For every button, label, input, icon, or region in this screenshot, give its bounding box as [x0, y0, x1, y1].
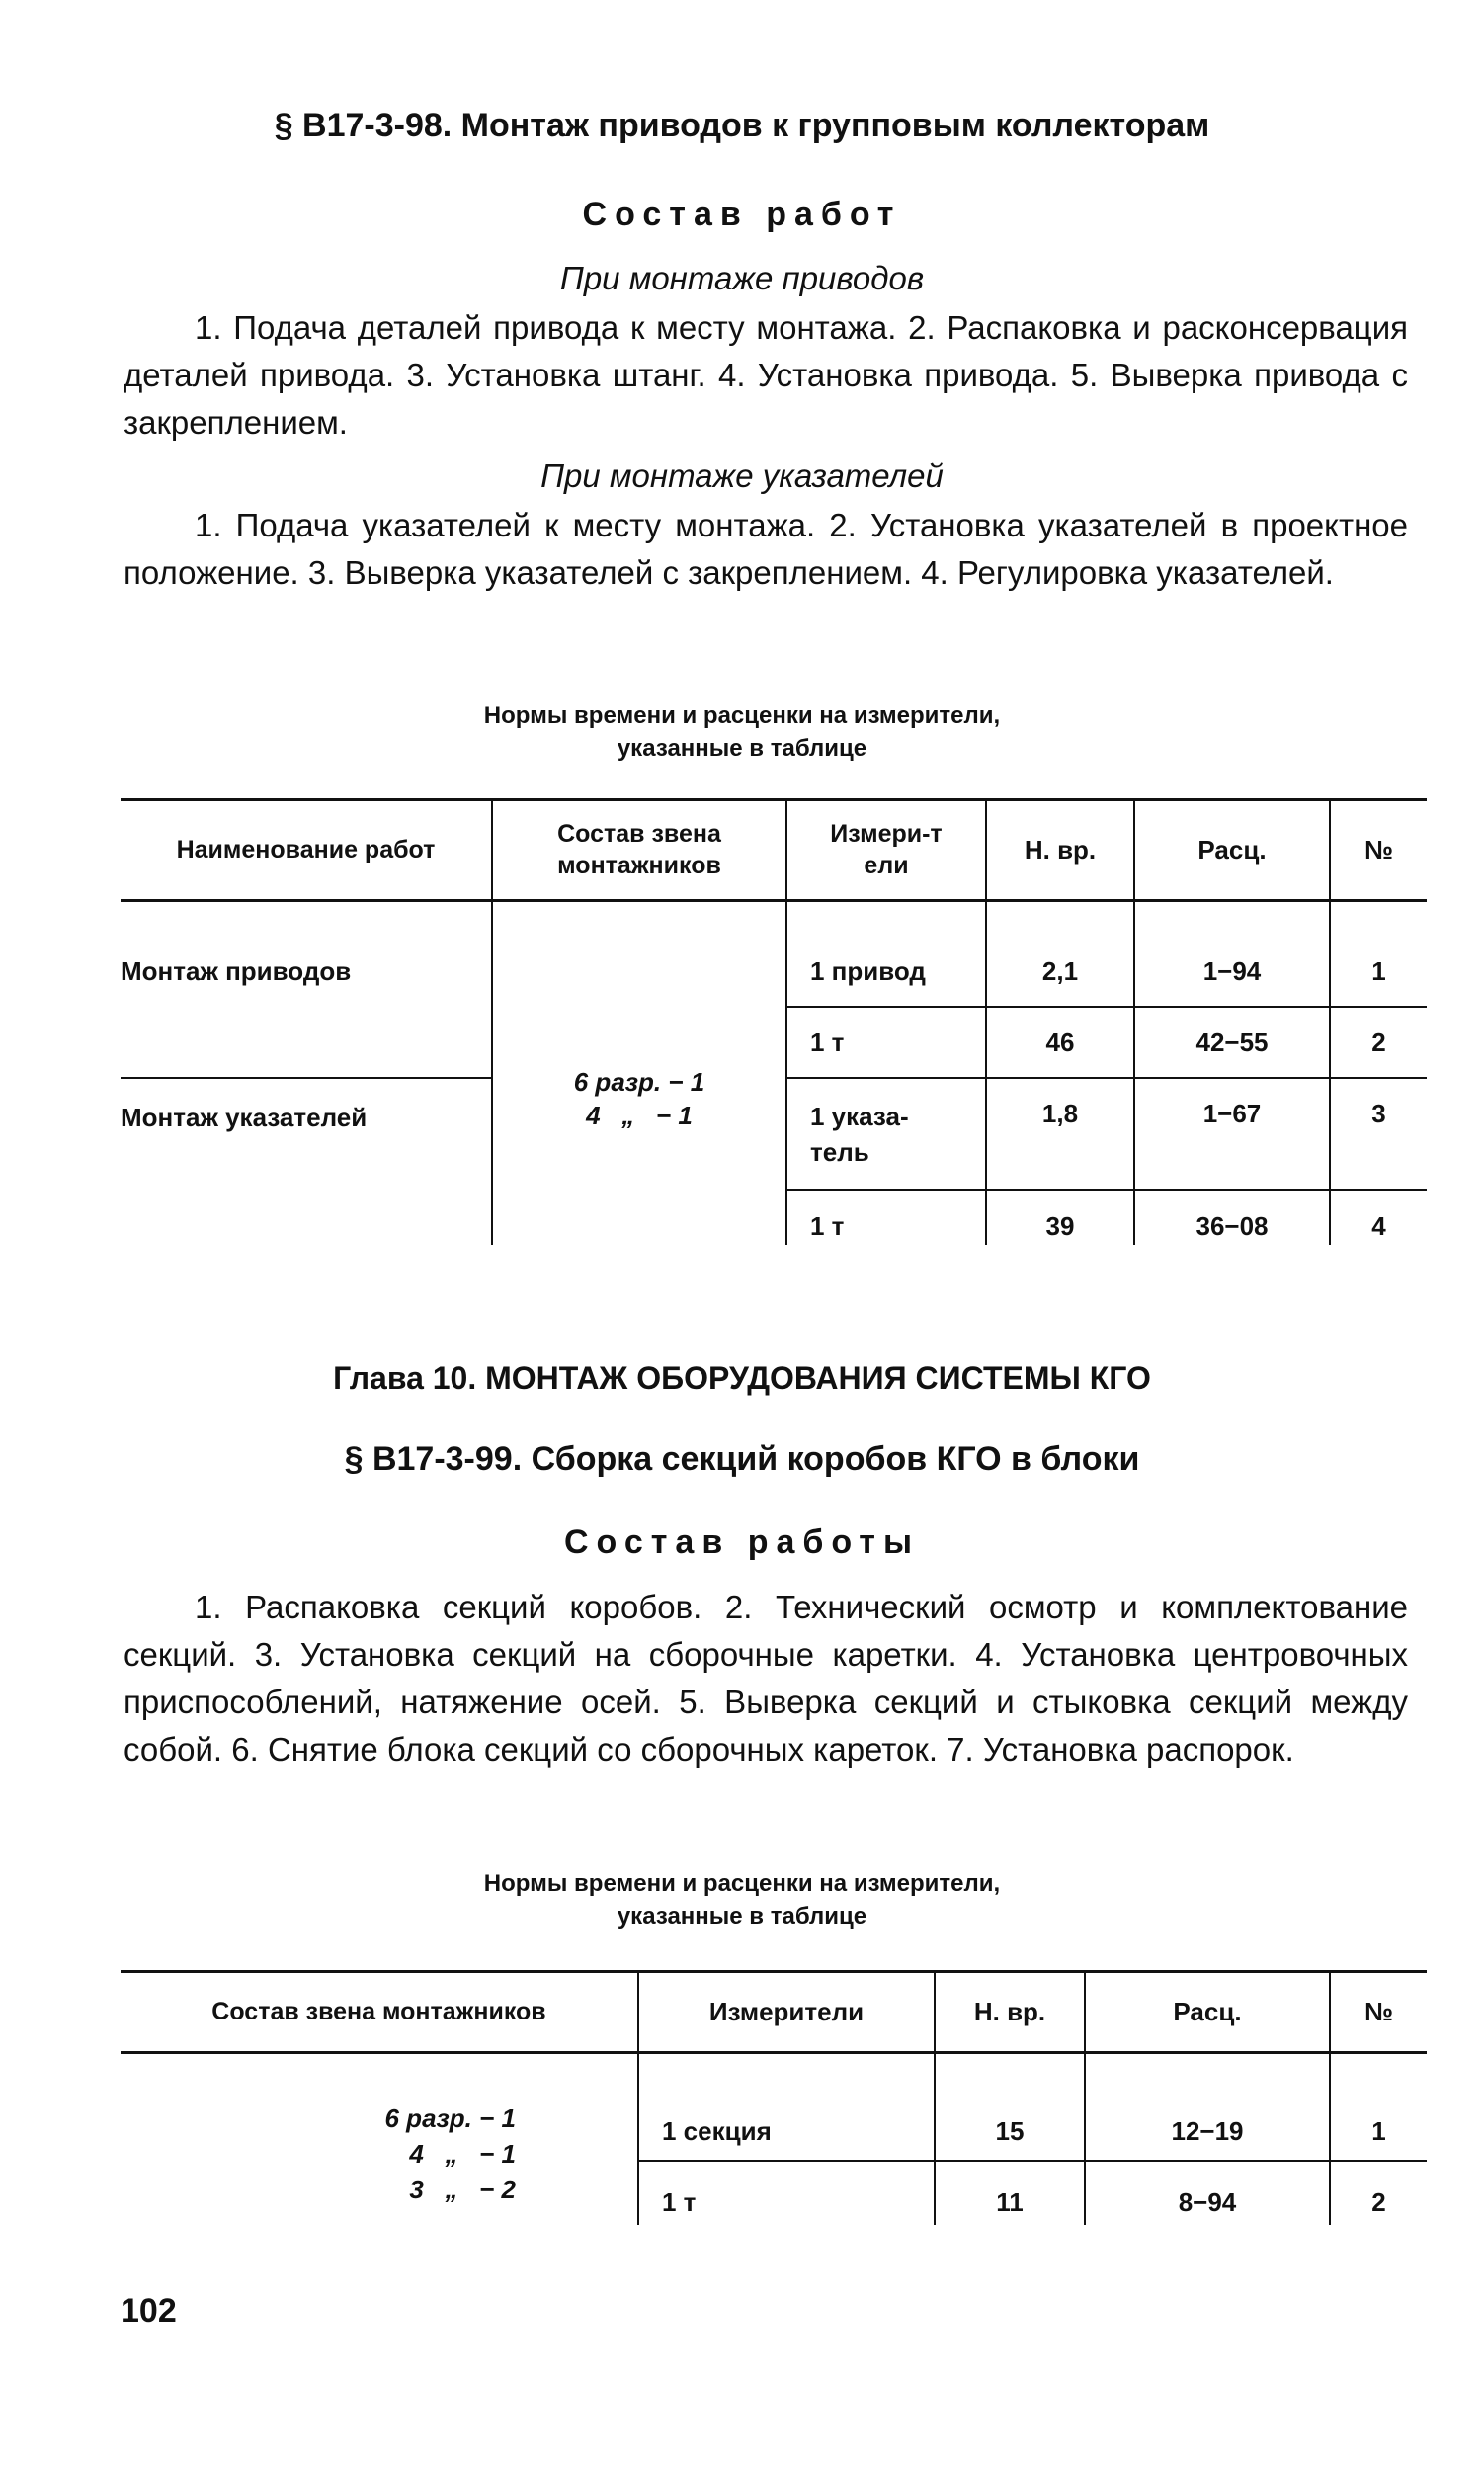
table-rule — [121, 1077, 491, 1079]
row-number: 3 — [1371, 1099, 1386, 1128]
column-header-rate: Расц. — [1197, 834, 1267, 865]
rate-cell: 36−08 — [1195, 1211, 1269, 1241]
table-caption — [0, 700, 1484, 765]
rate-cell: 1−94 — [1202, 956, 1262, 986]
composition-heading: Состав работ — [582, 196, 902, 233]
column-header-num: № — [1364, 1996, 1393, 2026]
caption-line: Нормы времени и расценки на измерители, — [483, 1870, 1001, 1897]
row-number: 4 — [1371, 1211, 1386, 1241]
unit-cell: 1 секция — [662, 2116, 772, 2146]
column-header-norm: Н. вр. — [1024, 834, 1097, 865]
column-header-unit: Измери-тели — [830, 820, 943, 879]
work-name: Монтаж указателей — [121, 1103, 368, 1132]
paragraph — [124, 304, 1408, 447]
norm-cell: 11 — [996, 2187, 1024, 2217]
composition-heading: Состав работы — [564, 1524, 920, 1561]
unit-cell: 1 т — [810, 1211, 845, 1241]
crew-line: 6 разр. − 1 — [573, 1067, 705, 1097]
row-number: 1 — [1371, 956, 1386, 986]
table-caption — [0, 1867, 1484, 1933]
row-number: 1 — [1371, 2116, 1386, 2146]
caption-line: Нормы времени и расценки на измерители, — [483, 702, 1001, 729]
norm-cell: 46 — [1045, 1028, 1075, 1057]
rate-cell: 1−67 — [1202, 1099, 1262, 1128]
unit-cell: 1 т — [810, 1028, 845, 1057]
column-header-unit: Измерители — [708, 1996, 865, 2026]
unit-cell: 1 привод — [810, 956, 926, 986]
norm-cell: 39 — [1045, 1211, 1075, 1241]
section-title: § В17-3-98. Монтаж приводов к групповым коллекторам — [274, 107, 1210, 144]
subsection-heading: При монтаже указателей — [540, 457, 944, 494]
column-header-work: Наименование работ — [176, 835, 436, 864]
crew-line: 4 „ − 1 — [409, 2139, 516, 2169]
crew-composition — [493, 1065, 785, 1132]
crew-line: 6 разр. − 1 — [384, 2103, 516, 2133]
rate-cell: 8−94 — [1178, 2187, 1237, 2217]
paragraph-text: 1. Подача деталей привода к месту монтажа. 2. Распаковка и расконсервация деталей привода. 3. Установка штанг. 4. Установка привода. 5. Выверка привода с закреплением. — [124, 309, 1408, 441]
table-rule — [121, 2051, 1427, 2054]
caption-line: указанные в таблице — [617, 1903, 867, 1930]
row-number: 2 — [1371, 1028, 1386, 1057]
page-number: 102 — [121, 2292, 177, 2330]
rate-cell: 12−19 — [1171, 2116, 1244, 2146]
norm-cell: 1,8 — [1041, 1099, 1079, 1128]
paragraph-text: 1. Подача указателей к месту монтажа. 2. Установка указателей в проектное положение. 3. Выверка указателей с закреплением. 4. Регулировка указателей. — [124, 507, 1408, 591]
norm-cell: 2,1 — [1041, 956, 1079, 986]
table-rule — [121, 1970, 1427, 1973]
caption-line: указанные в таблице — [617, 735, 867, 762]
unit-cell: 1 т — [662, 2187, 697, 2217]
table-rule — [787, 1006, 1427, 1008]
column-header-num: № — [1364, 834, 1393, 865]
column-header-crew: Состав звена монтажников — [557, 820, 721, 879]
table-rule — [121, 899, 1427, 902]
table-rule — [121, 798, 1427, 801]
crew-line: 4 „ − 1 — [586, 1101, 693, 1130]
work-name: Монтаж приводов — [121, 956, 352, 986]
subsection-heading: При монтаже приводов — [559, 260, 925, 296]
column-header-crew: Состав звена монтажников — [211, 1997, 546, 2025]
table-rule — [639, 2160, 1427, 2162]
rate-cell: 42−55 — [1195, 1028, 1269, 1057]
table-rule — [787, 1077, 1427, 1079]
table-rule — [787, 1189, 1427, 1191]
column-header-rate: Расц. — [1173, 1996, 1242, 2026]
paragraph — [124, 1584, 1408, 1773]
paragraph-text: 1. Распаковка секций коробов. 2. Технический осмотр и комплектование секций. 3. Установка секций на сборочные каретки. 4. Установка центровочных приспособлений, натяжение осей. 5. Выверка секций и стыковка секций между собой. 6. Снятие блока секций со сборочных кареток. 7. Установка распорок. — [124, 1589, 1408, 1768]
crew-line: 3 „ − 2 — [409, 2175, 516, 2204]
paragraph — [124, 502, 1408, 597]
section-title: § В17-3-99. Сборка секций коробов КГО в блоки — [344, 1441, 1140, 1478]
norm-cell: 15 — [995, 2116, 1025, 2146]
unit-cell: 1 указа-тель — [810, 1102, 909, 1167]
crew-composition — [121, 2101, 516, 2207]
chapter-title: Глава 10. МОНТАЖ ОБОРУДОВАНИЯ СИСТЕМЫ КГО — [333, 1360, 1151, 1396]
row-number: 2 — [1371, 2187, 1386, 2217]
column-header-norm: Н. вр. — [973, 1996, 1046, 2026]
